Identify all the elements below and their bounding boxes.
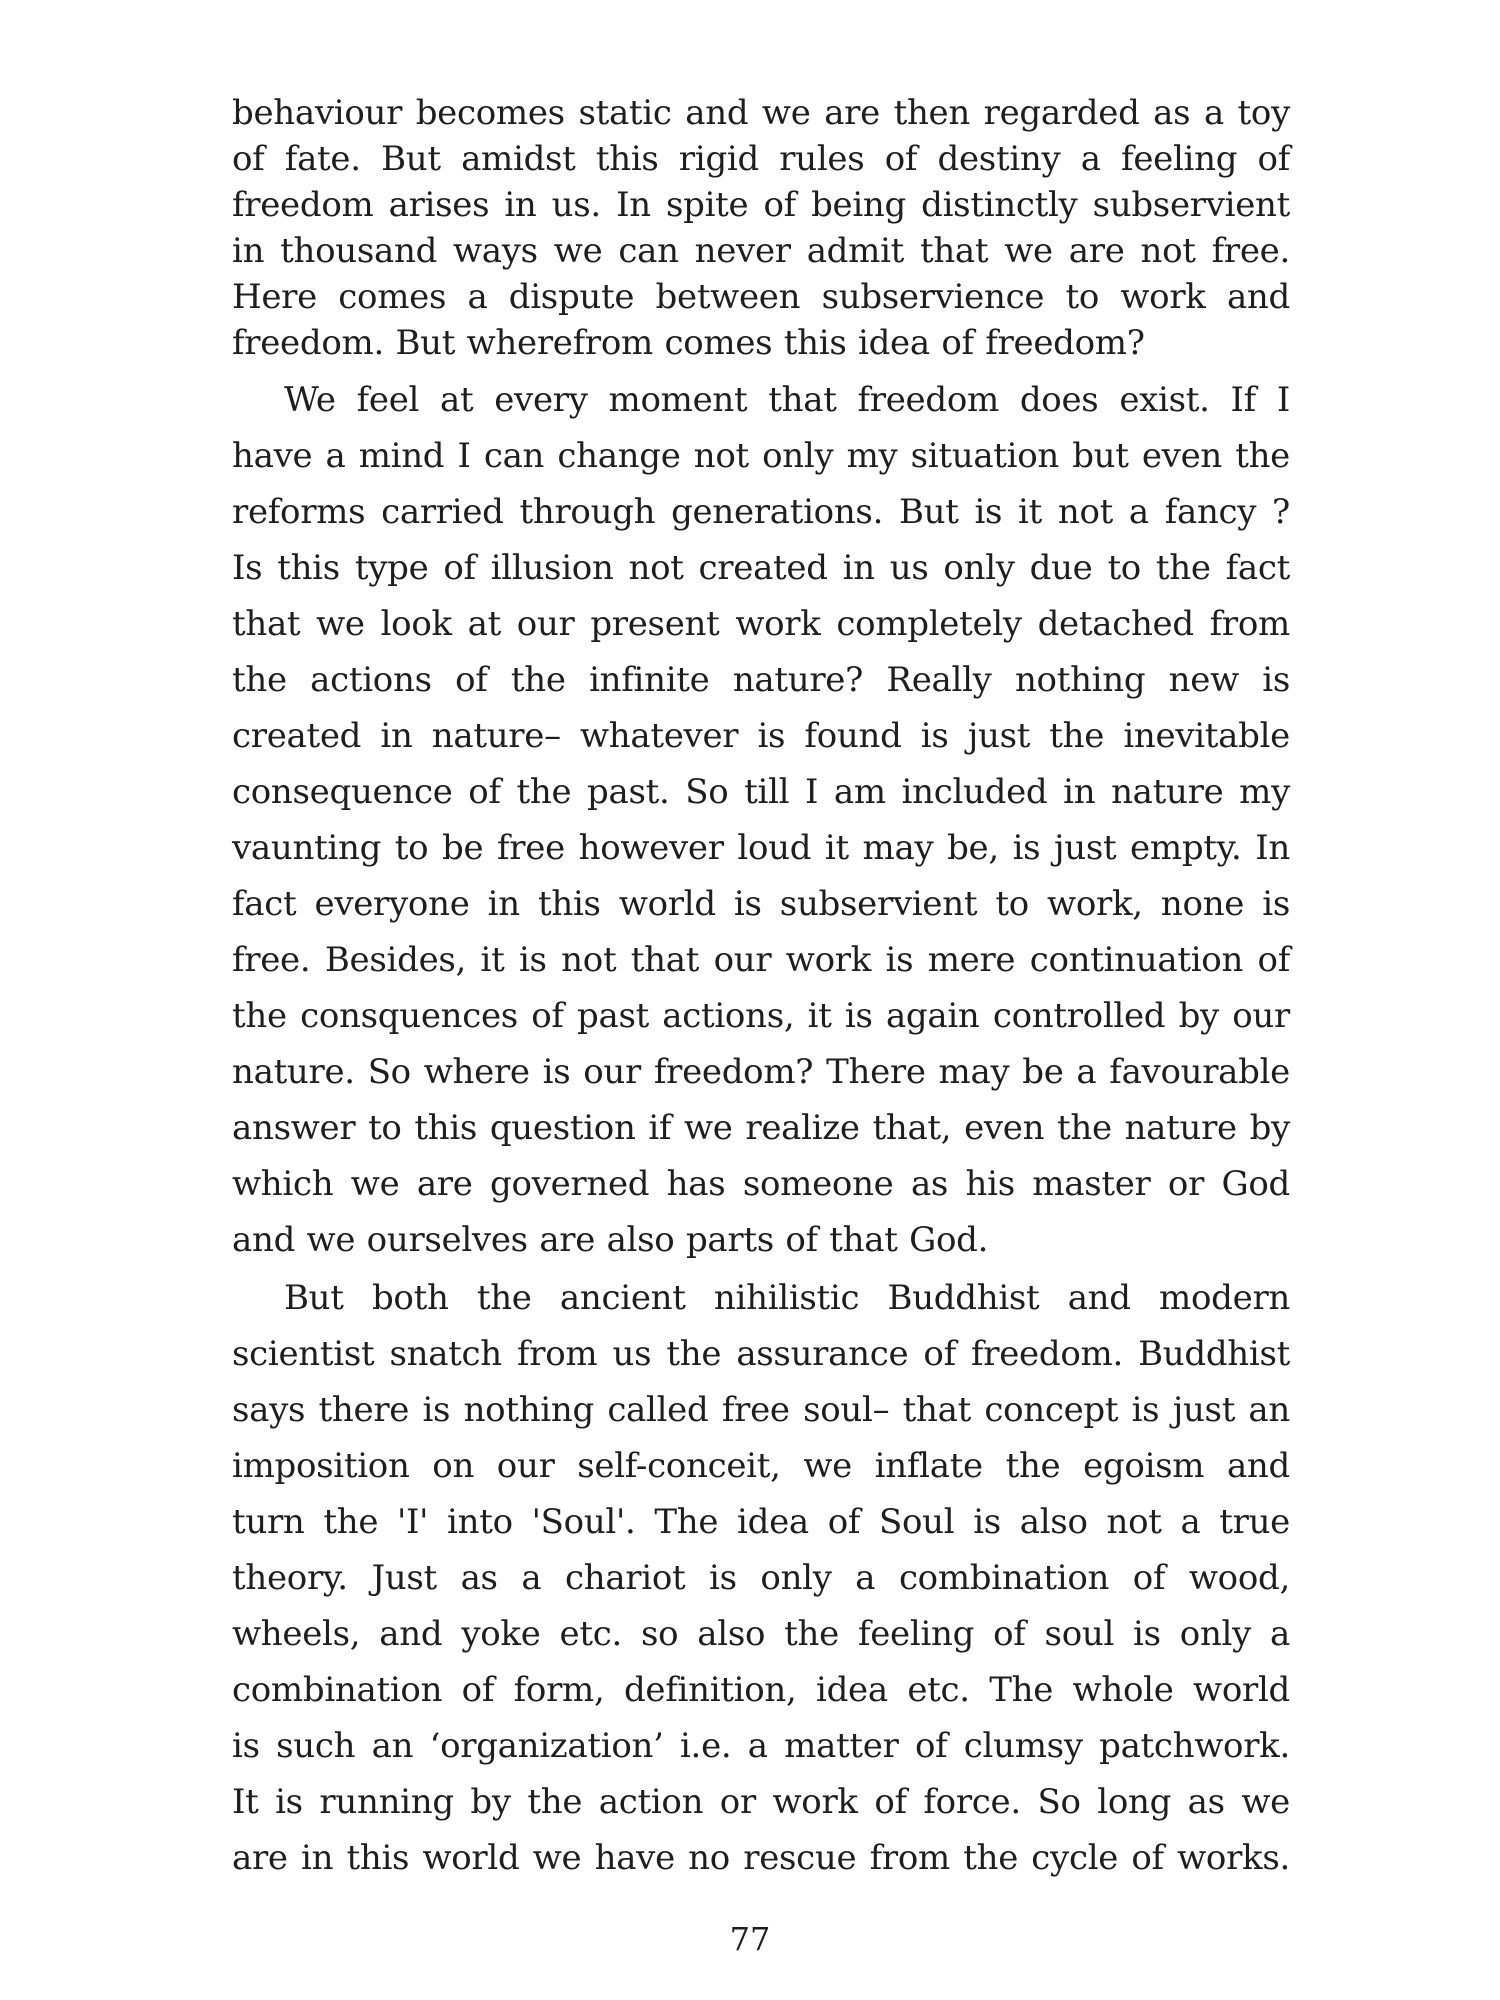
text-line: consequence of the past. So till I am included in nature my — [232, 772, 1290, 812]
text-line: nature. So where is our freedom? There may be a favourable — [232, 1052, 1290, 1092]
text-line: behaviour becomes static and we are then regarded as a toy — [232, 93, 1290, 133]
text-line: theory. Just as a chariot is only a combination of wood, — [232, 1558, 1290, 1598]
text-line: fact everyone in this world is subservient to work, none is — [232, 884, 1290, 924]
text-line: is such an ‘organization’ i.e. a matter of clumsy patchwork. — [232, 1726, 1290, 1766]
text-line: It is running by the action or work of force. So long as we — [232, 1782, 1290, 1822]
text-line: which we are governed has someone as his master or God — [232, 1164, 1290, 1204]
paragraph-1 — [232, 90, 1290, 366]
text-line: But both the ancient nihilistic Buddhist and modern — [284, 1278, 1290, 1318]
text-line: freedom arises in us. In spite of being distinctly subservient — [232, 185, 1290, 225]
text-line: free. Besides, it is not that our work is mere continuation of — [232, 940, 1290, 980]
text-line: that we look at our present work completely detached from — [232, 604, 1290, 644]
text-line: turn the 'I' into 'Soul'. The idea of Soul is also not a true — [232, 1502, 1290, 1542]
text-line: scientist snatch from us the assurance of freedom. Buddhist — [232, 1334, 1290, 1374]
text-line: are in this world we have no rescue from the cycle of works. — [232, 1838, 1290, 1878]
text-line: created in nature– whatever is found is just the inevitable — [232, 716, 1290, 756]
text-line: says there is nothing called free soul– that concept is just an — [232, 1390, 1290, 1430]
text-line: combination of form, definition, idea etc. The whole world — [232, 1670, 1290, 1710]
text-line: in thousand ways we can never admit that we are not free. — [232, 231, 1290, 271]
text-line: Is this type of illusion not created in us only due to the fact — [232, 548, 1290, 588]
text-line: have a mind I can change not only my situation but even the — [232, 436, 1290, 476]
text-line: the actions of the infinite nature? Really nothing new is — [232, 660, 1290, 700]
text-line: vaunting to be free however loud it may be, is just empty. In — [232, 828, 1290, 868]
text-line: answer to this question if we realize that, even the nature by — [232, 1108, 1290, 1148]
text-line: reforms carried through generations. But is it not a fancy ? — [232, 492, 1290, 532]
text-line: Here comes a dispute between subservience to work and — [232, 277, 1290, 317]
text-line: the consquences of past actions, it is again controlled by our — [232, 996, 1290, 1036]
page-number: 77 — [729, 1920, 771, 1958]
paragraph-2 — [232, 372, 1290, 1268]
text-line: and we ourselves are also parts of that God. — [232, 1220, 989, 1260]
paragraph-3 — [232, 1270, 1290, 1886]
text-line: of fate. But amidst this rigid rules of destiny a feeling of — [232, 139, 1290, 179]
text-line: imposition on our self-conceit, we inflate the egoism and — [232, 1446, 1290, 1486]
text-line: We feel at every moment that freedom does exist. If I — [284, 380, 1290, 420]
text-line: freedom. But wherefrom comes this idea of freedom? — [232, 323, 1145, 363]
text-line: wheels, and yoke etc. so also the feeling of soul is only a — [232, 1614, 1290, 1654]
